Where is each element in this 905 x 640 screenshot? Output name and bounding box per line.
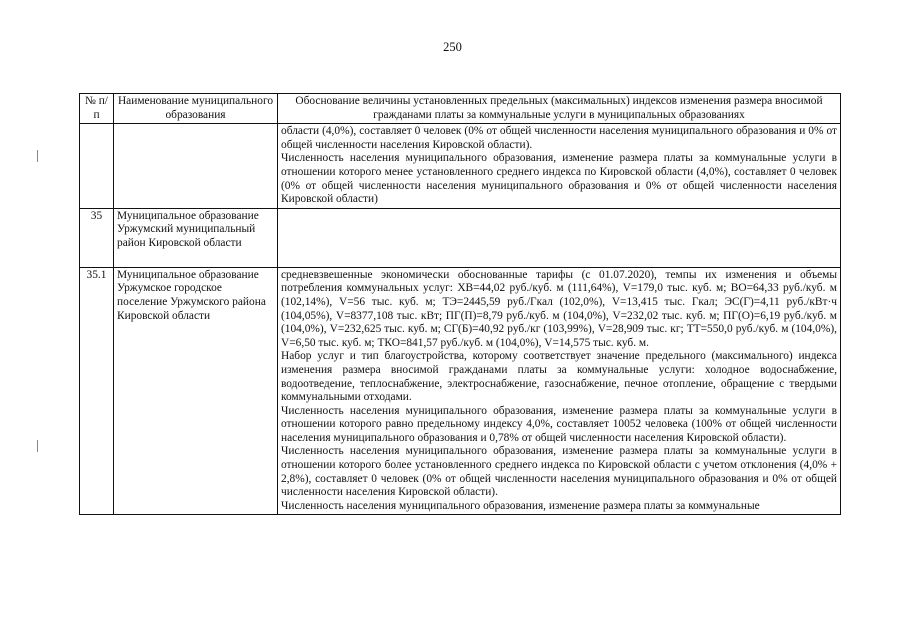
municipality-name: Муниципальное образование Уржумский муниципальный район Кировской области — [117, 209, 259, 249]
table-row — [80, 124, 841, 209]
basis-paragraph: Численность населения муниципального образования, изменение размера платы за коммунальные услуги в отношении которого равно предельному индексу 4,0%, составляет 10052 человека (100% от общей численности населения муниципального образования и 0,78% от общей численности населения Кировской области). — [281, 404, 837, 444]
header-num: № п/п — [80, 94, 114, 124]
basis-paragraph: Численность населения муниципального образования, изменение размера платы за коммунальные услуги в отношении которого менее установленного среднего индекса по Кировской области (4,0%), составляет 0 человек (0% от общей численности населения муниципального образования и 0% от общей численности населения Кировской области) — [281, 152, 837, 206]
row-num — [80, 124, 114, 209]
table-header-row — [80, 94, 841, 124]
basis-paragraph: Численность населения муниципального образования, изменение размера платы за коммунальные услуги в отношении которого более установленного среднего индекса по Кировской области с учетом отклонения (4,0% + 2,8%), составляет 0 человек (0% от общей численности населения муниципального образования и 0% от общей численности населения Кировской области). — [281, 445, 837, 499]
table-row — [80, 267, 841, 514]
header-name: Наименование муниципального образования — [114, 94, 278, 124]
row-name — [114, 267, 278, 514]
basis-paragraph: области (4,0%), составляет 0 человек (0% от общей численности населения муниципального образования и 0% от общей численности населения Кировской области). — [281, 125, 837, 151]
row-name — [114, 124, 278, 209]
header-basis: Обоснование величины установленных предельных (максимальных) индексов изменения размера вносимой гражданами платы за коммунальные услуги в муниципальных образованиях — [278, 94, 841, 124]
row-num: 35 — [80, 208, 114, 267]
row-basis — [278, 124, 841, 209]
basis-paragraph: средневзвешенные экономически обоснованные тарифы (с 01.07.2020), темпы их изменения и объемы потребления коммунальных услуг: ХВ=44,02 руб./куб. м (111,64%), V=179,0 тыс. куб. м; ВО=64,33 руб./куб. м (102,14%), V=56 тыс. куб. м; ТЭ=2445,59 руб./Гкал (102,0%), V=13,415 тыс. Гкал; ЭС(Г)=4,11 руб./кВт·ч (104,05%), V=8377,108 тыс. кВт; ПГ(П)=8,79 руб./куб. м (104,0%), V=232,02 тыс. куб. м; ПГ(О)=6,19 руб./куб. м (104,0%), V=232,625 тыс. куб. м; СГ(Б)=40,92 руб./кг (103,99%), V=28,909 тыс. кг; ТТ=550,0 руб./куб. м (104,0%), V=6,50 тыс. куб. м; ТКО=841,57 руб./куб. м (104,0%), V=14,575 тыс. куб. м. — [281, 268, 837, 349]
row-name — [114, 208, 278, 267]
basis-paragraph: Набор услуг и тип благоустройства, которому соответствует значение предельного (максимального) индекса изменения размера вносимой гражданами платы за коммунальные услуги: холодное водоснабжение, водоотведение, теплоснабжение, электроснабжение, газоснабжение, печное отопление, обращение с твердыми коммунальными отходами. — [281, 350, 837, 404]
row-num: 35.1 — [80, 267, 114, 514]
table-row — [80, 208, 841, 267]
municipality-name: Муниципальное образование Уржумское городское поселение Уржумского района Кировской области — [117, 268, 266, 322]
row-basis — [278, 208, 841, 267]
margin-mark — [37, 440, 38, 452]
row-basis — [278, 267, 841, 514]
tariff-table — [79, 93, 841, 515]
basis-paragraph: Численность населения муниципального образования, изменение размера платы за коммунальные — [281, 499, 760, 512]
margin-mark — [37, 150, 38, 162]
page-number: 250 — [443, 40, 462, 54]
